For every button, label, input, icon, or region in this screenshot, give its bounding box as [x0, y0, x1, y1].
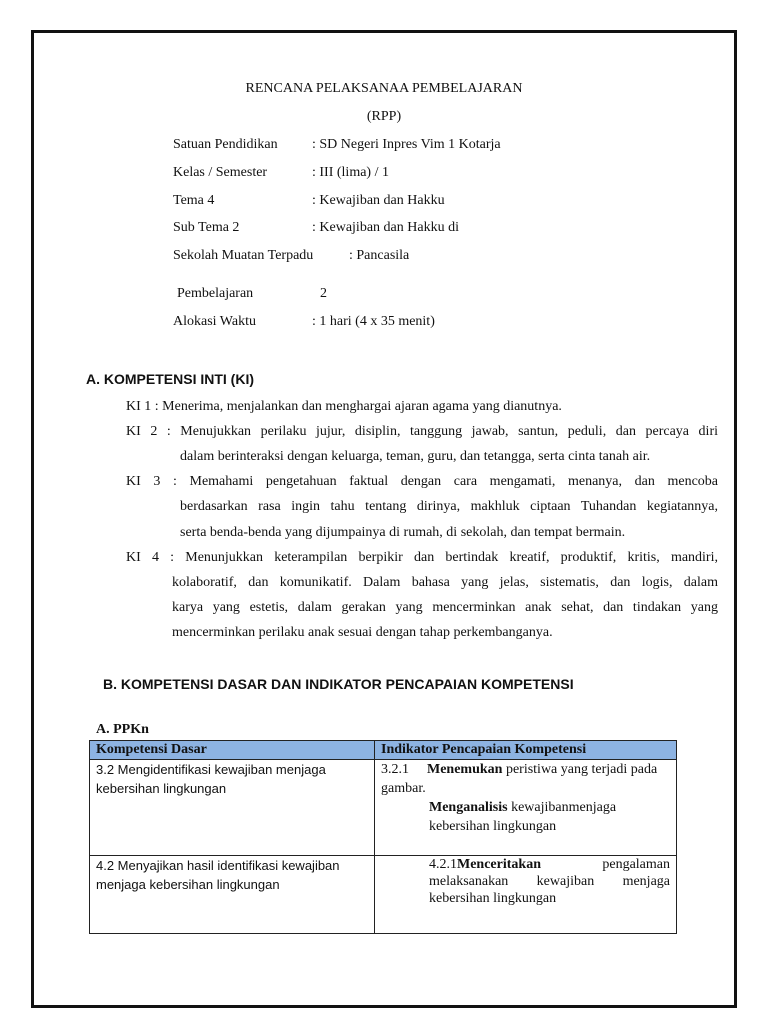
ki2-line: dalam berinteraksi dengan keluarga, teman, guru, dan tetangga, serta cinta tanah air.: [180, 449, 651, 464]
document-subtitle: (RPP): [366, 109, 402, 124]
identity-value: : SD Negeri Inpres Vim 1 Kotarja: [312, 137, 501, 152]
ki4-line: mencerminkan perilaku anak sesuai dengan tahap perkembanganya.: [172, 625, 553, 640]
indicator-text: pengalaman melaksanakan kewajiban menjaga kebersihan lingkungan: [429, 857, 670, 906]
section-a-heading: A. KOMPETENSI INTI (KI): [86, 371, 254, 387]
identity-label: Satuan Pendidikan: [173, 137, 278, 152]
indicator-cell: [375, 856, 677, 934]
identity-value: : 1 hari (4 x 35 menit): [312, 314, 435, 329]
competency-table: [89, 740, 677, 934]
indicator-verb: Menemukan: [427, 762, 503, 777]
identity-label: Sub Tema 2: [173, 220, 240, 235]
identity-label: Kelas / Semester: [173, 165, 268, 180]
kd-text: 3.2 Mengidentifikasi kewajiban menjaga kebersihan lingkungan: [96, 762, 326, 796]
ki3-line: serta benda-benda yang dijumpainya di rumah, di sekolah, dan tempat bermain.: [180, 525, 626, 540]
table-row: [90, 760, 677, 856]
ki3-line: berdasarkan rasa ingin tahu tentang dirinya, makhluk ciptaan Tuhandan kegiatannya,: [180, 499, 718, 514]
indicator-cell: [375, 760, 677, 856]
identity-value: 2: [320, 286, 327, 301]
ki4-line: kolaboratif, dan komunikatif. Dalam bahasa yang jelas, sistematis, dan logis, dalam: [172, 575, 718, 590]
identity-label: Tema 4: [173, 193, 215, 208]
table-header: Kompetensi Dasar: [90, 741, 375, 760]
section-b-heading: B. KOMPETENSI DASAR DAN INDIKATOR PENCAPAIAN KOMPETENSI: [103, 676, 574, 692]
identity-label: Alokasi Waktu: [173, 314, 256, 329]
table-header-row: [90, 741, 677, 760]
ki1-line: KI 1 : Menerima, menjalankan dan menghargai ajaran agama yang dianutnya.: [126, 399, 562, 414]
kd-text: 4.2 Menyajikan hasil identifikasi kewajiban menjaga kebersihan lingkungan: [96, 858, 340, 892]
table-row: [90, 856, 677, 934]
indicator-number: 3.2.1: [381, 762, 409, 777]
table-header: Indikator Pencapaian Kompetensi: [375, 741, 677, 760]
ki4-line: KI 4 : Menunjukkan keterampilan berpikir dan bertindak kreatif, produktif, kritis, mandiri,: [126, 550, 718, 565]
ki2-line: KI 2 : Menujukkan perilaku jujur, disiplin, tanggung jawab, santun, peduli, dan percaya diri: [126, 424, 718, 439]
ki4-line: karya yang estetis, dalam gerakan yang mencerminkan anak sehat, dan tindakan yang: [172, 600, 718, 615]
document-title: RENCANA PELAKSANAA PEMBELAJARAN: [245, 81, 523, 96]
section-b-subheading: A. PPKn: [96, 722, 149, 737]
indicator-item: [381, 798, 670, 836]
indicator-verb: Menganalisis: [429, 800, 508, 815]
indicator-text: peristiwa yang terjadi pada gambar.: [381, 762, 658, 796]
identity-value: : Kewajiban dan Hakku: [312, 193, 445, 208]
identity-value: : Pancasila: [349, 248, 410, 263]
indicator-text: kewajibanmenjaga kebersihan lingkungan: [429, 800, 617, 834]
ki3-line: KI 3 : Memahami pengetahuan faktual dengan cara mengamati, menanya, dan mencoba: [126, 474, 718, 489]
kd-cell: [90, 760, 375, 856]
kd-cell: [90, 856, 375, 934]
indicator-item: [381, 856, 670, 907]
indicator-verb: Menceritakan: [457, 857, 541, 872]
identity-label: Pembelajaran: [177, 286, 254, 301]
identity-value: : Kewajiban dan Hakku di: [312, 220, 459, 235]
indicator-number: 4.2.1: [429, 857, 457, 872]
identity-label: Sekolah Muatan Terpadu: [173, 248, 314, 263]
identity-value: : III (lima) / 1: [312, 165, 389, 180]
